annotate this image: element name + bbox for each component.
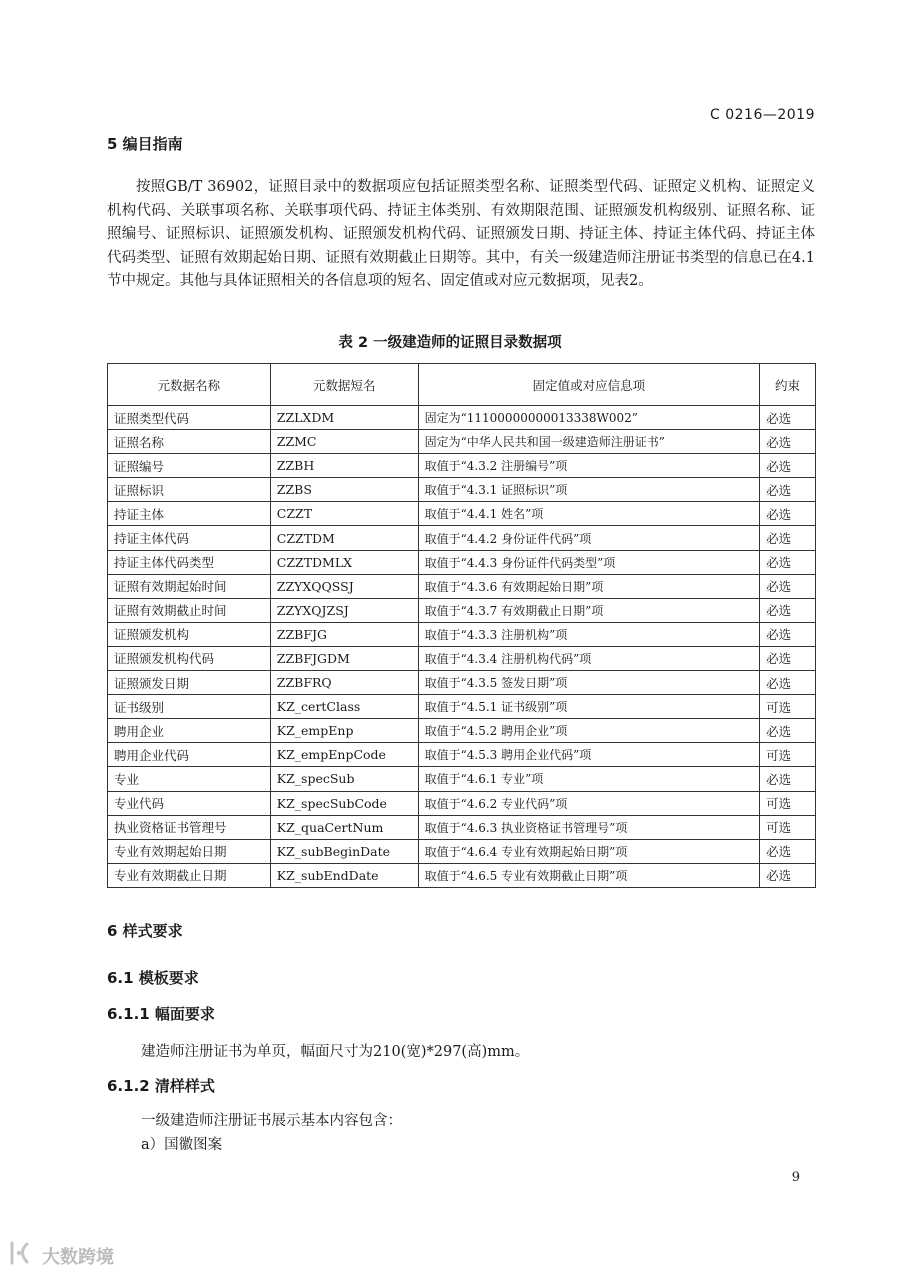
cell-meta-name: 证书级别 bbox=[108, 695, 271, 719]
cell-meta-short-name: CZZTDM bbox=[270, 526, 418, 550]
cell-fixed-value: 取值于“4.6.3 执业资格证书管理号”项 bbox=[418, 815, 759, 839]
header-meta-name: 元数据名称 bbox=[108, 364, 271, 406]
cell-meta-name: 证照标识 bbox=[108, 478, 271, 502]
table-row bbox=[108, 550, 816, 574]
cell-meta-short-name: ZZMC bbox=[270, 430, 418, 454]
cell-constraint: 可选 bbox=[760, 791, 816, 815]
cell-meta-name: 证照颁发机构代码 bbox=[108, 646, 271, 670]
table-title: 表 2 一级建造师的证照目录数据项 bbox=[338, 335, 562, 351]
table-row bbox=[108, 863, 816, 887]
cell-constraint: 必选 bbox=[760, 478, 816, 502]
section-6-1-1-heading: 6.1.1 幅面要求 bbox=[107, 1005, 215, 1023]
cell-meta-short-name: ZZYXQJZSJ bbox=[270, 598, 418, 622]
metadata-table bbox=[107, 363, 816, 888]
cell-constraint: 必选 bbox=[760, 839, 816, 863]
cell-meta-name: 证照编号 bbox=[108, 454, 271, 478]
cell-meta-short-name: KZ_empEnp bbox=[270, 719, 418, 743]
cell-fixed-value: 取值于“4.3.6 有效期起始日期”项 bbox=[418, 574, 759, 598]
cell-meta-name: 专业有效期截止日期 bbox=[108, 863, 271, 887]
cell-meta-name: 专业代码 bbox=[108, 791, 271, 815]
k-logo-icon bbox=[6, 1240, 42, 1271]
table-header-row bbox=[108, 364, 816, 406]
cell-fixed-value: 固定为“11100000000013338W002” bbox=[418, 406, 759, 430]
cell-fixed-value: 取值于“4.3.2 注册编号”项 bbox=[418, 454, 759, 478]
document-code: C 0216—2019 bbox=[710, 107, 815, 123]
cell-constraint: 必选 bbox=[760, 430, 816, 454]
cell-meta-name: 证照有效期截止时间 bbox=[108, 598, 271, 622]
table-row bbox=[108, 430, 816, 454]
watermark-text: 大数跨境 bbox=[42, 1246, 114, 1268]
section-6-1-2-text: 一级建造师注册证书展示基本内容包含： bbox=[141, 1113, 402, 1129]
cell-meta-short-name: KZ_quaCertNum bbox=[270, 815, 418, 839]
cell-fixed-value: 取值于“4.4.1 姓名”项 bbox=[418, 502, 759, 526]
section-6-1-heading: 6.1 模板要求 bbox=[107, 969, 199, 987]
cell-meta-short-name: CZZT bbox=[270, 502, 418, 526]
cell-constraint: 必选 bbox=[760, 454, 816, 478]
table-row bbox=[108, 454, 816, 478]
cell-constraint: 可选 bbox=[760, 695, 816, 719]
cell-constraint: 必选 bbox=[760, 646, 816, 670]
cell-constraint: 必选 bbox=[760, 863, 816, 887]
header-fixed-value: 固定值或对应信息项 bbox=[418, 364, 759, 406]
table-row bbox=[108, 719, 816, 743]
cell-meta-short-name: KZ_specSubCode bbox=[270, 791, 418, 815]
cell-meta-short-name: ZZYXQQSSJ bbox=[270, 574, 418, 598]
cell-meta-name: 证照颁发机构 bbox=[108, 622, 271, 646]
cell-meta-short-name: KZ_empEnpCode bbox=[270, 743, 418, 767]
table-row bbox=[108, 526, 816, 550]
cell-fixed-value: 取值于“4.3.7 有效期截止日期”项 bbox=[418, 598, 759, 622]
cell-fixed-value: 取值于“4.4.3 身份证件代码类型”项 bbox=[418, 550, 759, 574]
section-6-heading: 6 样式要求 bbox=[107, 922, 183, 940]
cell-constraint: 必选 bbox=[760, 502, 816, 526]
cell-meta-name: 聘用企业代码 bbox=[108, 743, 271, 767]
cell-meta-name: 持证主体代码类型 bbox=[108, 550, 271, 574]
header-constraint: 约束 bbox=[760, 364, 816, 406]
cell-constraint: 必选 bbox=[760, 406, 816, 430]
cell-constraint: 必选 bbox=[760, 767, 816, 791]
table-row bbox=[108, 502, 816, 526]
cell-fixed-value: 取值于“4.6.4 专业有效期起始日期”项 bbox=[418, 839, 759, 863]
table-row bbox=[108, 574, 816, 598]
cell-constraint: 必选 bbox=[760, 719, 816, 743]
cell-fixed-value: 取值于“4.3.4 注册机构代码”项 bbox=[418, 646, 759, 670]
cell-constraint: 必选 bbox=[760, 550, 816, 574]
section-5-heading: 5 编目指南 bbox=[107, 135, 183, 153]
cell-meta-name: 专业 bbox=[108, 767, 271, 791]
cell-constraint: 可选 bbox=[760, 743, 816, 767]
table-row bbox=[108, 406, 816, 430]
cell-meta-short-name: CZZTDMLX bbox=[270, 550, 418, 574]
cell-meta-short-name: KZ_subEndDate bbox=[270, 863, 418, 887]
cell-constraint: 必选 bbox=[760, 598, 816, 622]
cell-fixed-value: 取值于“4.6.1 专业”项 bbox=[418, 767, 759, 791]
cell-meta-name: 证照有效期起始时间 bbox=[108, 574, 271, 598]
table-row bbox=[108, 478, 816, 502]
table-row bbox=[108, 791, 816, 815]
section-6-1-2-item-a: a）国徽图案 bbox=[141, 1137, 223, 1153]
table-row bbox=[108, 598, 816, 622]
cell-constraint: 必选 bbox=[760, 574, 816, 598]
section-6-1-2-heading: 6.1.2 清样样式 bbox=[107, 1077, 215, 1095]
cell-meta-name: 执业资格证书管理号 bbox=[108, 815, 271, 839]
cell-meta-short-name: KZ_certClass bbox=[270, 695, 418, 719]
cell-meta-short-name: ZZLXDM bbox=[270, 406, 418, 430]
table-row bbox=[108, 839, 816, 863]
cell-meta-short-name: KZ_subBeginDate bbox=[270, 839, 418, 863]
section-6-1-1-text: 建造师注册证书为单页，幅面尺寸为210(宽)*297(高)mm。 bbox=[141, 1044, 530, 1060]
cell-meta-short-name: KZ_specSub bbox=[270, 767, 418, 791]
page-number: 9 bbox=[791, 1170, 800, 1185]
table-row bbox=[108, 622, 816, 646]
cell-meta-name: 持证主体 bbox=[108, 502, 271, 526]
table-row bbox=[108, 743, 816, 767]
table-row bbox=[108, 646, 816, 670]
table-row bbox=[108, 671, 816, 695]
cell-fixed-value: 取值于“4.6.5 专业有效期截止日期”项 bbox=[418, 863, 759, 887]
cell-meta-short-name: ZZBFJG bbox=[270, 622, 418, 646]
header-meta-short-name: 元数据短名 bbox=[270, 364, 418, 406]
cell-constraint: 可选 bbox=[760, 815, 816, 839]
cell-meta-name: 证照名称 bbox=[108, 430, 271, 454]
table-row bbox=[108, 815, 816, 839]
cell-meta-short-name: ZZBS bbox=[270, 478, 418, 502]
table-row bbox=[108, 695, 816, 719]
cell-meta-short-name: ZZBFRQ bbox=[270, 671, 418, 695]
watermark bbox=[6, 1240, 114, 1271]
cell-meta-name: 专业有效期起始日期 bbox=[108, 839, 271, 863]
cell-constraint: 必选 bbox=[760, 526, 816, 550]
cell-fixed-value: 固定为“中华人民共和国一级建造师注册证书” bbox=[418, 430, 759, 454]
cell-constraint: 必选 bbox=[760, 622, 816, 646]
cell-fixed-value: 取值于“4.6.2 专业代码”项 bbox=[418, 791, 759, 815]
cell-meta-name: 证照类型代码 bbox=[108, 406, 271, 430]
cell-constraint: 必选 bbox=[760, 671, 816, 695]
cell-meta-name: 持证主体代码 bbox=[108, 526, 271, 550]
table-row bbox=[108, 767, 816, 791]
cell-fixed-value: 取值于“4.3.3 注册机构”项 bbox=[418, 622, 759, 646]
cell-meta-short-name: ZZBFJGDM bbox=[270, 646, 418, 670]
cell-meta-name: 聘用企业 bbox=[108, 719, 271, 743]
cell-fixed-value: 取值于“4.3.1 证照标识”项 bbox=[418, 478, 759, 502]
cell-fixed-value: 取值于“4.5.1 证书级别”项 bbox=[418, 695, 759, 719]
cell-fixed-value: 取值于“4.3.5 签发日期”项 bbox=[418, 671, 759, 695]
section-5-paragraph: 按照GB/T 36902，证照目录中的数据项应包括证照类型名称、证照类型代码、证照定义机构、证照定义机构代码、关联事项名称、关联事项代码、持证主体类别、有效期限范围、证照颁发机构级别、证照名称、证照编号、证照标识、证照颁发机构、证照颁发机构代码、证照颁发日期、持证主体、持证主体代码、持证主体代码类型、证照有效期起始日期、证照有效期截止日期等。其中，有关一级建造师注册证书类型的信息已在4.1节中规定。其他与具体证照相关的各信息项的短名、固定值或对应元数据项，见表2。 bbox=[107, 179, 815, 289]
cell-fixed-value: 取值于“4.5.3 聘用企业代码”项 bbox=[418, 743, 759, 767]
cell-fixed-value: 取值于“4.4.2 身份证件代码”项 bbox=[418, 526, 759, 550]
cell-meta-name: 证照颁发日期 bbox=[108, 671, 271, 695]
cell-fixed-value: 取值于“4.5.2 聘用企业”项 bbox=[418, 719, 759, 743]
cell-meta-short-name: ZZBH bbox=[270, 454, 418, 478]
